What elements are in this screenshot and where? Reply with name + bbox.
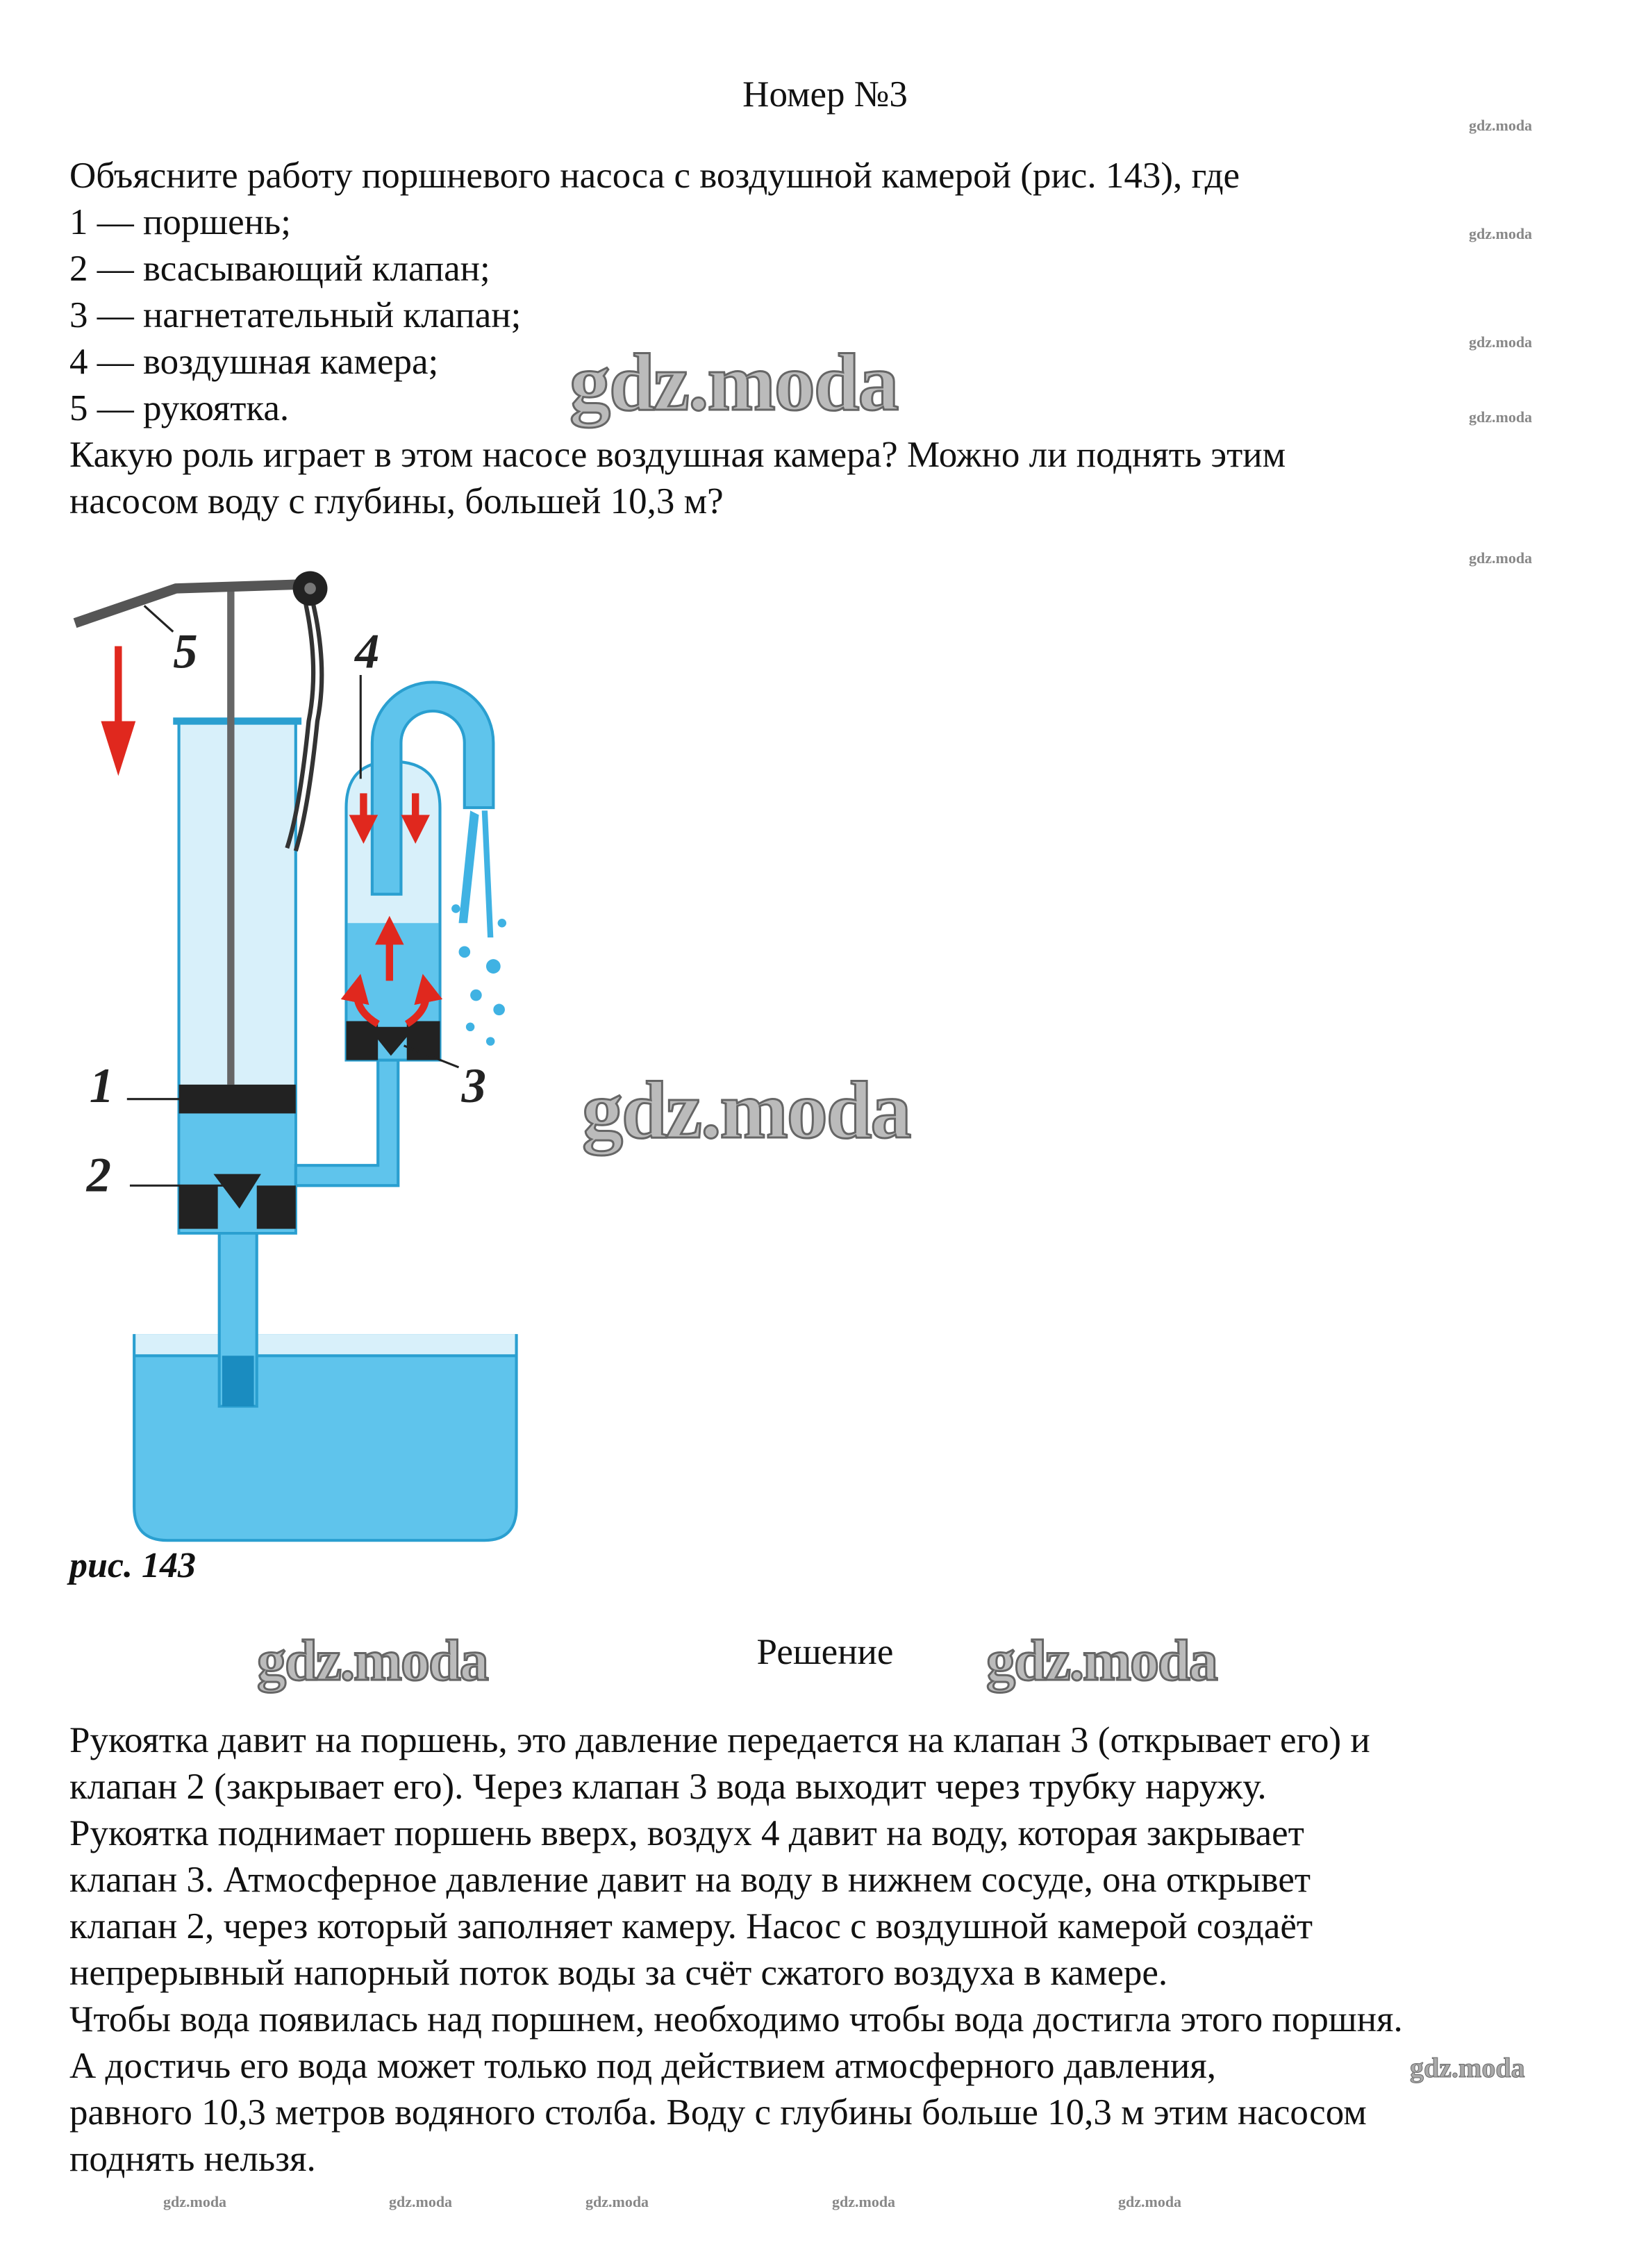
solution-line: клапан 2 (закрывает его). Через клапан 3 вода выходит через трубку наружу.: [69, 1767, 1267, 1807]
watermark: gdz.moda: [1118, 2193, 1182, 2210]
watermark: gdz.moda: [1410, 2052, 1525, 2083]
solution-line: Рукоятка поднимает поршень вверх, воздух 4 давит на воду, которая закрывает: [69, 1813, 1304, 1853]
question-line: насосом воду с глубины, большей 10,3 м?: [69, 481, 724, 522]
watermark: gdz.moda: [986, 1628, 1217, 1693]
question-line: Объясните работу поршневого насоса с воздушной камерой (рис. 143), где: [69, 156, 1240, 196]
handle: [75, 584, 310, 623]
watermark: gdz.moda: [832, 2193, 896, 2210]
figure-caption: рис. 143: [69, 1546, 196, 1585]
solution-line: Рукоятка давит на поршень, это давление передается на клапан 3 (открывает его) и: [69, 1720, 1370, 1760]
watermark: gdz.moda: [257, 1628, 488, 1693]
watermark: gdz.moda: [582, 1065, 910, 1156]
label-handle: 5: [173, 624, 198, 679]
solution-heading: Решение: [756, 1632, 894, 1672]
watermark: gdz.moda: [389, 2193, 453, 2210]
solution-line: клапан 3. Атмосферное давление давит на воду в нижнем сосуде, она открывет: [69, 1860, 1311, 1900]
connecting-pipe: [296, 1060, 398, 1186]
solution-line: клапан 2, через который заполняет камеру. Насос с воздушной камерой создаёт: [69, 1906, 1313, 1946]
solution-line: Чтобы вода появилась над поршнем, необходимо чтобы вода достигла этого поршня.: [69, 1999, 1403, 2040]
watermark: gdz.moda: [1469, 117, 1533, 134]
label-suction-valve: 2: [86, 1148, 111, 1203]
watermark: gdz.moda: [569, 337, 898, 428]
label-air-chamber: 4: [354, 624, 380, 679]
solution-line: непрерывный напорный поток воды за счёт сжатого воздуха в камере.: [69, 1953, 1168, 1993]
label-discharge-valve: 3: [461, 1058, 486, 1113]
solution-line: равного 10,3 метров водяного столба. Воду с глубины больше 10,3 м этим насосом: [69, 2092, 1367, 2133]
watermark: gdz.moda: [163, 2193, 227, 2210]
question-line: 3 — нагнетательный клапан;: [69, 295, 522, 335]
watermark: gdz.moda: [1469, 549, 1533, 567]
watermark: gdz.moda: [585, 2193, 649, 2210]
water-spray: [451, 810, 506, 1046]
question-line: 1 — поршень;: [69, 202, 291, 242]
page-title: Номер №3: [742, 74, 908, 115]
watermark: gdz.moda: [1469, 333, 1533, 351]
question-line: 4 — воздушная камера;: [69, 342, 439, 382]
question-line: 2 — всасывающий клапан;: [69, 249, 490, 289]
label-piston: 1: [89, 1058, 115, 1113]
question-line: Какую роль играет в этом насосе воздушная камера? Можно ли поднять этим: [69, 435, 1286, 475]
question-line: 5 — рукоятка.: [69, 388, 290, 428]
watermark: gdz.moda: [1469, 408, 1533, 426]
watermark: gdz.moda: [1469, 225, 1533, 242]
solution-line: А достичь его вода может только под действием атмосферного давления,: [69, 2046, 1216, 2086]
solution-line: поднять нельзя.: [69, 2139, 316, 2179]
water-tank: [134, 1334, 516, 1540]
